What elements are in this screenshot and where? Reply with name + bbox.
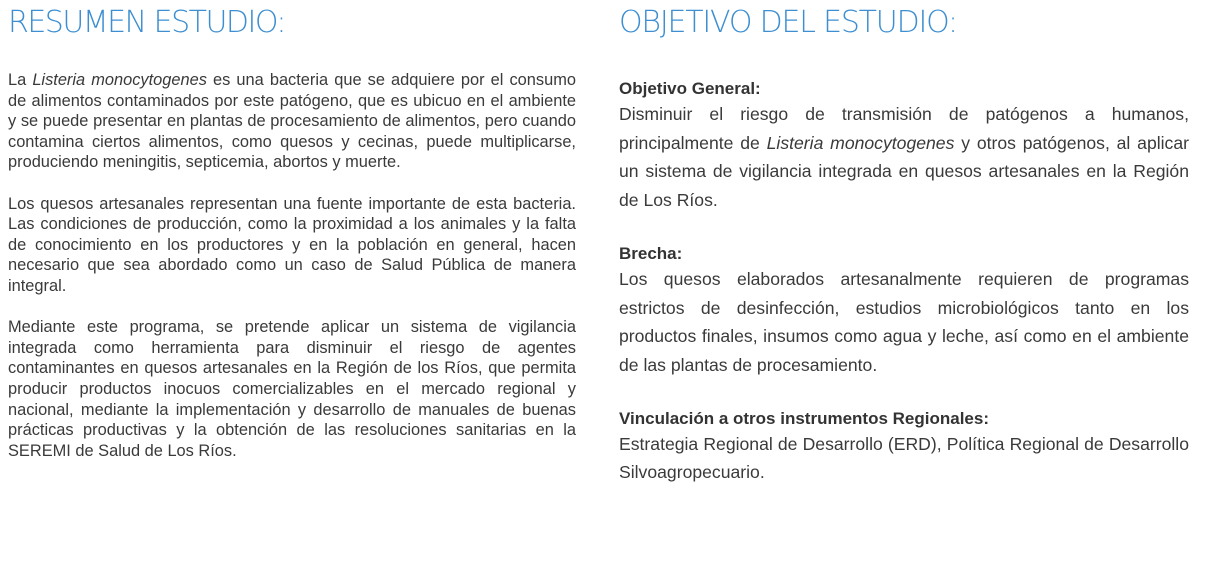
regional-link-text: Estrategia Regional de Desarrollo (ERD), Política Regional de Desarrollo Silvoagropecuario. [619,433,1189,483]
general-objective-title: Objetivo General: [619,79,761,98]
general-objective-text [619,100,1189,215]
objective-heading: OBJETIVO DEL ESTUDIO: [619,5,957,40]
general-objective-section [619,78,1189,215]
gap-title: Brecha: [619,243,683,263]
summary-p1-post: es una bacteria que se adquiere por el consumo de alimentos contaminados por este patógeno, que es ubicuo en el ambiente y se puede presentar en plantas de procesamiento de alimentos, pero cuando contamina ciertos alimentos, como quesos y cecinas, puede multiplicarse, produciendo meningitis, septicemia, abortos y muerte. [8,71,576,172]
summary-paragraph-2: Los quesos artesanales representan una fuente importante de esta bacteria. Las condiciones de producción, como la proximidad a los animales y la falta de conocimiento en los productores y en la población en general, hacen necesario que sea abordado como un caso de Salud Pública de manera integral. [8,194,576,295]
gap-section [619,243,1189,380]
species-name: Listeria monocytogenes [32,71,207,89]
summary-body [8,70,576,482]
gap-text: Los quesos elaborados artesanalmente requieren de programas estrictos de desinfección, estudios microbiológicos tanto en los productos finales, insumos como agua y leche, así como en el ambiente de las plantas de procesamiento. [619,268,1189,375]
species-name: Listeria monocytogenes [766,132,955,153]
objective-post: y otros patógenos, al aplicar un sistema de vigilancia integrada en quesos artesanales en la Región de Los Ríos. [619,132,1189,211]
objective-body [619,78,1189,515]
regional-link-section [619,408,1189,487]
regional-link-title: Vinculación a otros instrumentos Regionales: [619,408,989,428]
objective-pre: Disminuir el riesgo de transmisión de patógenos a humanos, principalmente de [619,104,1189,153]
summary-p1-pre: La [8,71,33,89]
summary-heading: RESUMEN ESTUDIO: [8,5,286,40]
summary-paragraph-1 [8,70,576,173]
summary-paragraph-3: Mediante este programa, se pretende aplicar un sistema de vigilancia integrada como herramienta para disminuir el riesgo de agentes contaminantes en quesos artesanales en la Región de los Ríos, que permita producir productos inocuos comercializables en el mercado regional y nacional, mediante la implementación y desarrollo de manuales de buenas prácticas productivas y la obtención de las resoluciones sanitarias en la SEREMI de Salud de Los Ríos. [8,318,576,460]
